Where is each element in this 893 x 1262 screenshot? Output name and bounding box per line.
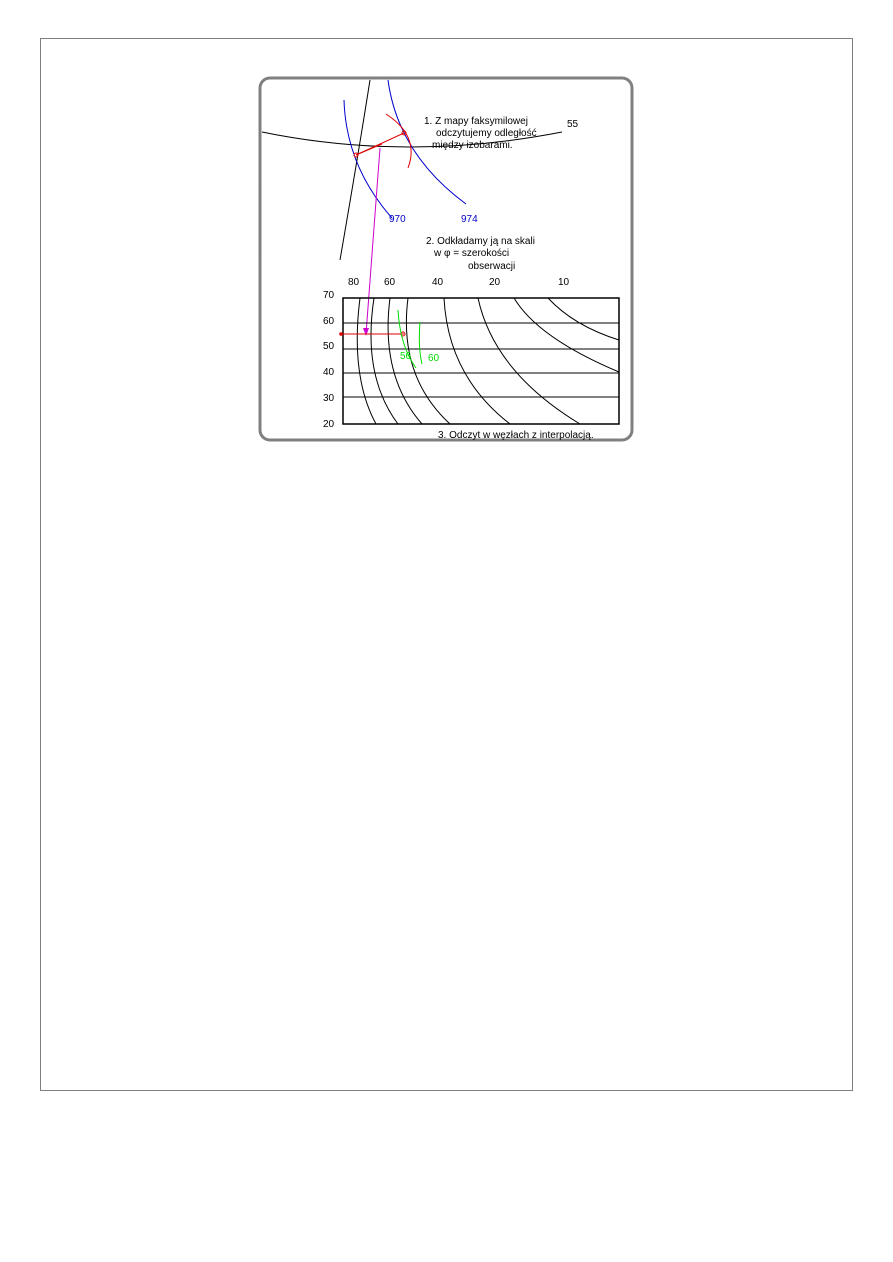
isobar-970-label: 970	[389, 214, 406, 225]
left-label-30: 30	[323, 393, 335, 404]
step1-line2: odczytujemy odległość	[436, 128, 537, 139]
reading-point-left	[339, 332, 343, 336]
green-label-56: 56	[400, 351, 412, 362]
step2-line2: w φ = szerokości	[434, 248, 510, 259]
green-label-60: 60	[428, 353, 440, 364]
step2-line3: obserwacji	[468, 261, 516, 272]
top-label-40: 40	[432, 277, 444, 288]
isobar-974-label: 974	[461, 214, 478, 225]
parallel-label: 55	[567, 119, 579, 130]
top-label-80: 80	[348, 277, 360, 288]
top-label-20: 20	[489, 277, 501, 288]
left-label-60: 60	[323, 316, 335, 327]
step1-line3: między izobarami.	[432, 140, 513, 151]
left-label-70: 70	[323, 290, 335, 301]
top-label-10: 10	[558, 277, 570, 288]
left-label-20: 20	[323, 419, 335, 430]
left-label-40: 40	[323, 367, 335, 378]
step3-text: 3. Odczyt w węzłach z interpolacją.	[438, 430, 594, 441]
step1-line1: 1. Z mapy faksymilowej	[424, 116, 528, 127]
step2-line1: 2. Odkładamy ją na skali	[426, 236, 535, 247]
top-label-60: 60	[384, 277, 396, 288]
scale-reading-diagram	[258, 76, 634, 442]
left-label-50: 50	[323, 341, 335, 352]
